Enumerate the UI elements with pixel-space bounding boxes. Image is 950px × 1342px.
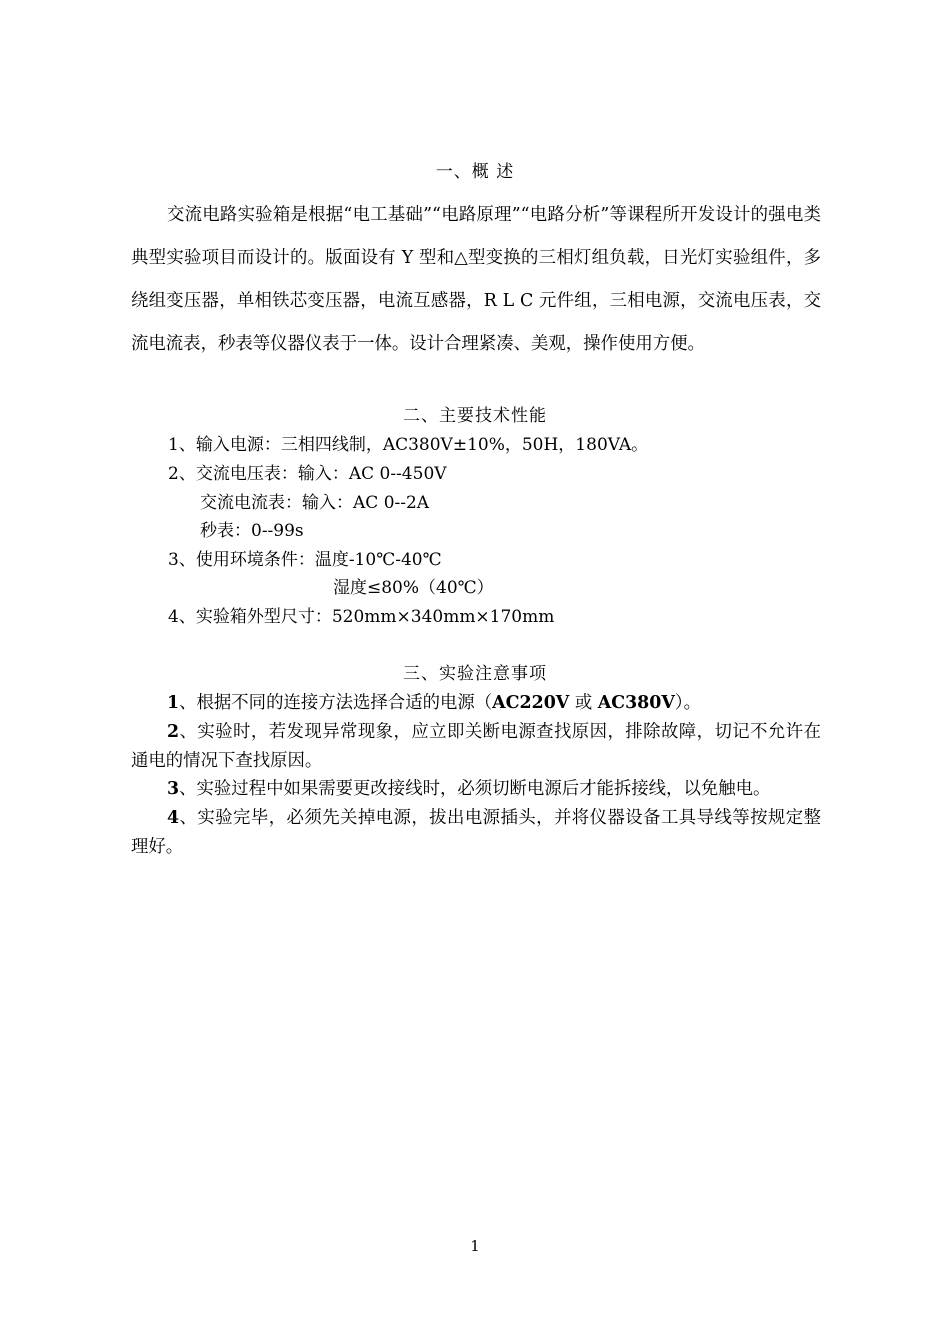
spec-line-temperature: 3、使用环境条件：温度-10℃-40℃ (168, 550, 442, 570)
spec-line-input-power: 1、输入电源：三相四线制，AC380V±10%，50H，180VA。 (168, 435, 649, 455)
section-title-notes: 三、实验注意事项 (403, 664, 547, 684)
note-item-2: 2、实验时，若发现异常现象，应立即关断电源查找原因，排除故障，切记不允许在通电的情况下查找原因。 (131, 722, 821, 771)
page-number: 1 (470, 1237, 480, 1255)
spec-line-stopwatch: 秒表：0--99s (200, 521, 304, 541)
overview-paragraph: 交流电路实验箱是根据“电工基础”“电路原理”“电路分析”等课程所开发设计的强电类典型实验项目而设计的。版面设有 Y 型和△型变换的三相灯组负载，日光灯实验组件，多绕组变压器，单相铁芯变压器，电流互感器，R L C 元件组，三相电源，交流电压表，交流电流表，秒表等仪器仪表于一体。设计合理紧凑、美观，操作使用方便。 (131, 205, 821, 354)
section-title-specs: 二、主要技术性能 (403, 406, 547, 426)
spec-line-humidity: 湿度≤80%（40℃） (333, 578, 494, 598)
spec-line-ac-voltmeter: 2、交流电压表：输入：AC 0--450V (168, 464, 447, 484)
spec-line-ac-ammeter: 交流电流表：输入：AC 0--2A (200, 493, 430, 513)
section-title-overview: 一、概 述 (435, 162, 515, 182)
note-item-1: 1、根据不同的连接方法选择合适的电源（AC220V 或 AC380V）。 (167, 693, 701, 713)
note-item-3: 3、实验过程中如果需要更改接线时，必须切断电源后才能拆接线，以免触电。 (167, 779, 771, 799)
spec-line-dimensions: 4、实验箱外型尺寸：520mm×340mm×170mm (168, 607, 555, 627)
note-item-4: 4、实验完毕，必须先关掉电源，拔出电源插头，并将仪器设备工具导线等按规定整理好。 (131, 808, 821, 857)
